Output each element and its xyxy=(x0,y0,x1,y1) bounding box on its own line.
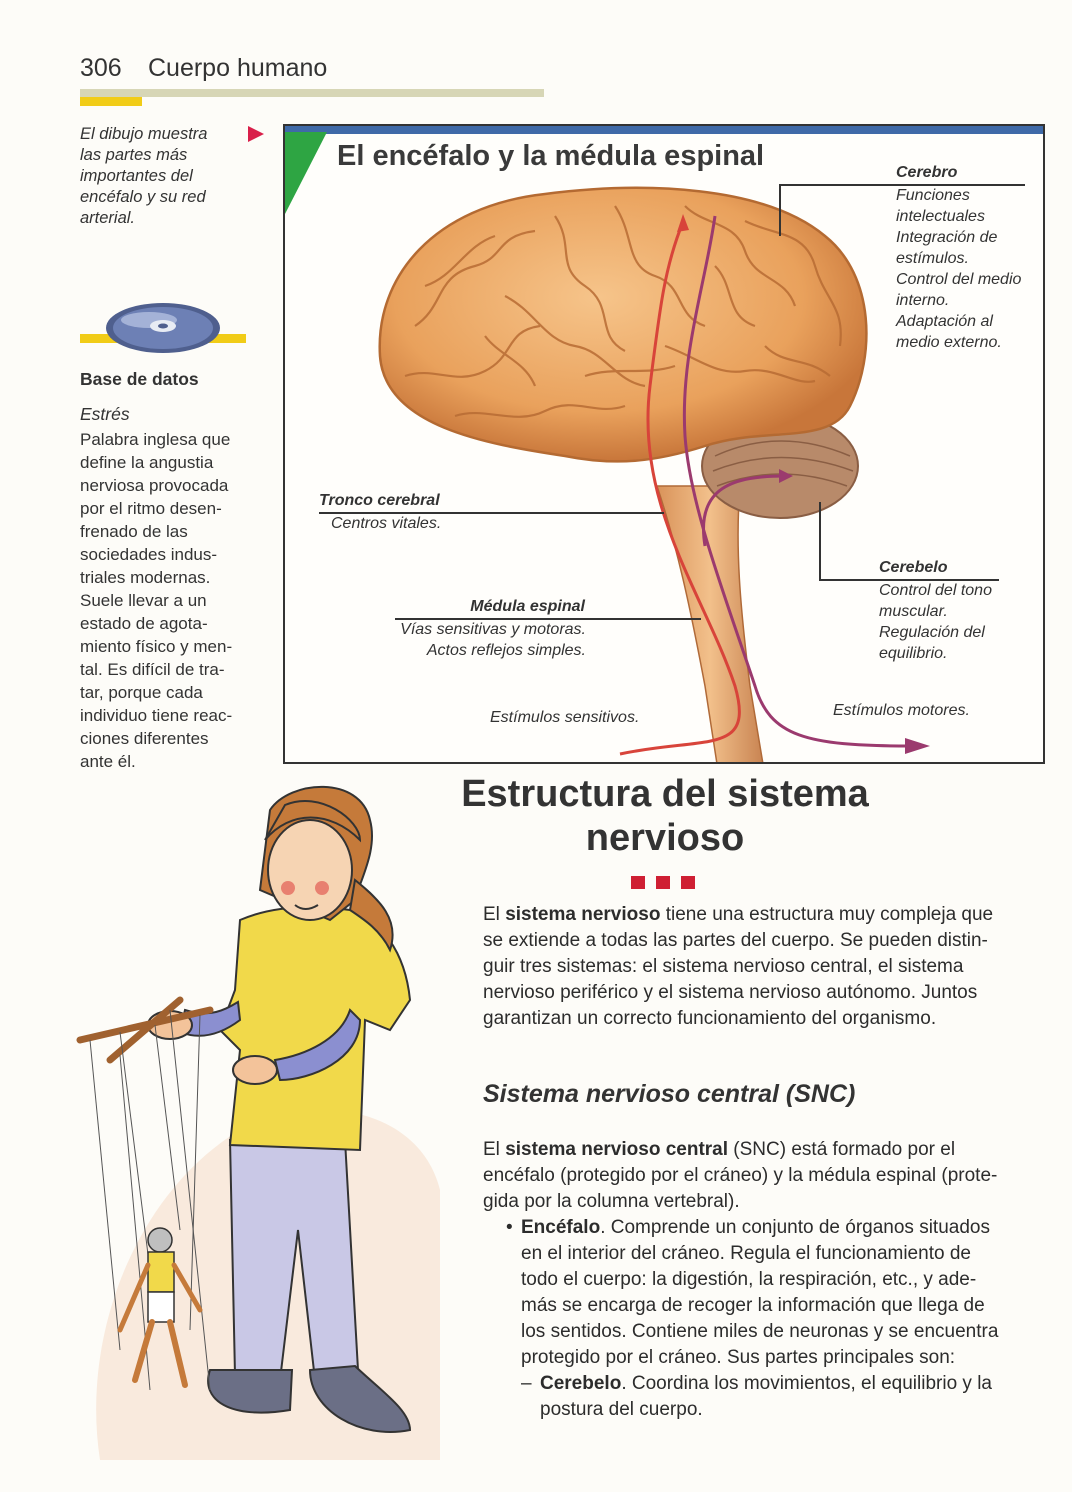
cerebro-description xyxy=(896,185,1021,353)
cerebro-line: Integración de xyxy=(896,229,998,246)
cerebelo-sub-bullet xyxy=(540,1371,1047,1423)
definition-line: estado de agota- xyxy=(80,614,208,633)
snc-line: gida por la columna vertebral). xyxy=(483,1191,740,1212)
cerebro-label: Cerebro xyxy=(896,164,958,181)
brain-figure xyxy=(283,124,1045,764)
database-term: Estrés xyxy=(80,404,130,424)
database-title: Base de datos xyxy=(80,369,199,389)
snc-line: encéfalo (protegido por el cráneo) y la médula espinal (prote- xyxy=(483,1165,998,1186)
cerebelo-description xyxy=(879,580,992,664)
intro-line: se extiende a todas las partes del cuerpo. Se pueden distin- xyxy=(483,930,988,951)
header-accent-bar xyxy=(80,97,142,106)
encefalo-line: los sentidos. Contiene miles de neuronas y se encuentra xyxy=(521,1321,999,1342)
cerebro-line: interno. xyxy=(896,292,950,309)
header-rule xyxy=(80,89,544,97)
intro-line: El sistema nervioso tiene una estructura muy compleja que xyxy=(483,904,994,925)
heading-square-icon xyxy=(656,876,670,889)
section-title: Cuerpo humano xyxy=(148,54,328,82)
sub-bullet-marker: – xyxy=(521,1373,532,1394)
definition-line: triales modernas. xyxy=(80,568,211,587)
encefalo-bullet xyxy=(521,1215,1047,1371)
tronco-label: Tronco cerebral xyxy=(319,492,440,509)
medula-label: Médula espinal xyxy=(470,598,585,615)
cerebro-line: medio externo. xyxy=(896,334,1002,351)
main-heading-line: Estructura del sistema xyxy=(461,773,869,815)
encefalo-line: protegido por el cráneo. Sus partes principales son: xyxy=(521,1347,956,1368)
figure-title: El encéfalo y la médula espinal xyxy=(337,140,765,172)
cerebelo-line: muscular. xyxy=(879,603,948,620)
cerebro-leader-line xyxy=(779,184,781,236)
encefalo-line: en el interior del cráneo. Regula el funcionamiento de xyxy=(521,1243,971,1264)
definition-line: frenado de las xyxy=(80,522,188,541)
main-heading xyxy=(420,772,910,860)
cerebelo-leader-line xyxy=(819,502,821,579)
girl-puppeteer-illustration xyxy=(60,770,440,1460)
definition-line: Suele llevar a un xyxy=(80,591,207,610)
cerebelo-line: Cerebelo. Coordina los movimientos, el equilibrio y la xyxy=(540,1373,992,1394)
definition-line: individuo tiene reac- xyxy=(80,706,233,725)
snc-subheading: Sistema nervioso central (SNC) xyxy=(483,1080,856,1108)
definition-line: Palabra inglesa que xyxy=(80,430,231,449)
definition-line: ciones diferentes xyxy=(80,729,209,748)
page-number: 306 xyxy=(80,54,122,82)
medula-description xyxy=(365,619,586,661)
snc-line: El sistema nervioso central (SNC) está formado por el xyxy=(483,1139,956,1160)
cerebro-line: Funciones xyxy=(896,187,970,204)
figure-caption: El dibujo muestra las partes más importantes del encéfalo y su red arterial. xyxy=(80,125,208,227)
cerebelo-line: postura del cuerpo. xyxy=(540,1399,703,1420)
definition-line: por el ritmo desen- xyxy=(80,499,222,518)
definition-line: tal. Es difícil de tra- xyxy=(80,660,225,679)
sensory-stimuli-label: Estímulos sensitivos. xyxy=(490,709,640,726)
cerebelo-line: Control del tono xyxy=(879,582,992,599)
motor-stimuli-label: Estímulos motores. xyxy=(833,702,970,719)
cerebro-line: intelectuales xyxy=(896,208,985,225)
snc-paragraph xyxy=(483,1137,1047,1215)
tronco-description: Centros vitales. xyxy=(331,515,442,532)
definition-line: ante él. xyxy=(80,752,136,771)
heading-square-icon xyxy=(681,876,695,889)
heading-square-icon xyxy=(631,876,645,889)
definition-line: sociedades indus- xyxy=(80,545,218,564)
definition-line: tar, porque cada xyxy=(80,683,203,702)
medula-line: Vías sensitivas y motoras. xyxy=(400,621,586,638)
cerebelo-label: Cerebelo xyxy=(879,559,948,576)
medula-line: Actos reflejos simples. xyxy=(426,642,586,659)
cerebro-line: estímulos. xyxy=(896,250,969,267)
encefalo-line: todo el cuerpo: la digestión, la respiración, etc., y ade- xyxy=(521,1269,977,1290)
definition-line: define la angustia xyxy=(80,453,214,472)
figure-top-bar xyxy=(285,126,1045,134)
definition-line: miento físico y men- xyxy=(80,637,233,656)
intro-paragraph xyxy=(483,902,1047,1032)
definition-line: nerviosa provocada xyxy=(80,476,229,495)
figure-corner-triangle xyxy=(285,132,327,214)
intro-line: nervioso periférico y el sistema nervioso autónomo. Juntos xyxy=(483,982,978,1003)
intro-line: garantizan un correcto funcionamiento del organismo. xyxy=(483,1008,937,1029)
encefalo-line: más se encarga de recoger la información que llega de xyxy=(521,1295,985,1316)
database-definition xyxy=(80,428,248,773)
cerebelo-line: Regulación del xyxy=(879,624,985,641)
bullet-marker: • xyxy=(506,1217,513,1238)
caption-arrow-icon xyxy=(248,126,264,142)
cd-disc-icon xyxy=(104,300,222,356)
cerebelo-line: equilibrio. xyxy=(879,645,948,662)
encefalo-line: Encéfalo. Comprende un conjunto de órganos situados xyxy=(521,1217,990,1238)
cerebro-line: Adaptación al xyxy=(896,313,993,330)
cerebro-line: Control del medio xyxy=(896,271,1022,288)
intro-line: guir tres sistemas: el sistema nervioso central, el sistema xyxy=(483,956,964,977)
main-heading-line: nervioso xyxy=(585,817,745,859)
